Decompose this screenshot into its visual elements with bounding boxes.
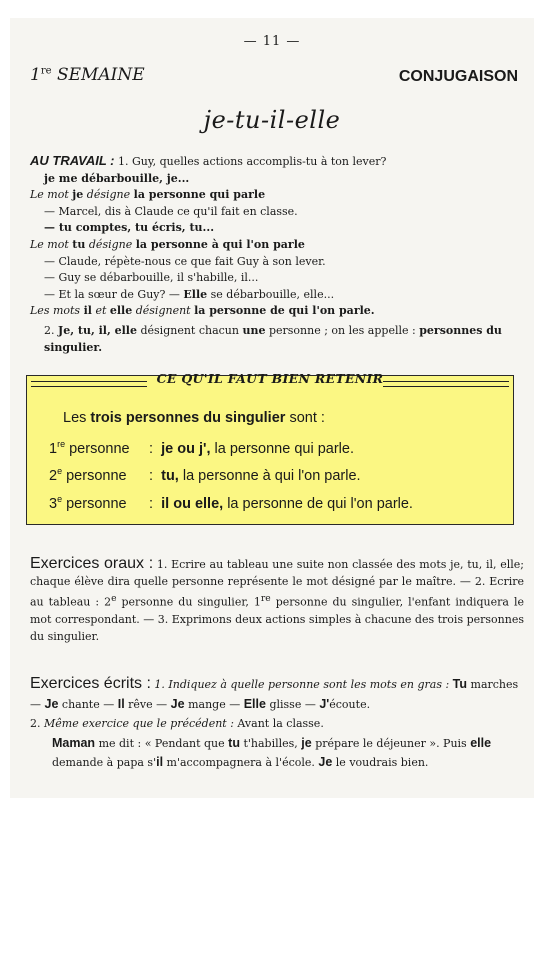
textbook-page [10, 18, 534, 798]
exercices-oraux: Exercices oraux : 1. Ecrire au tableau une suite non classée des mots je, tu, il, elle; chaque élève dira quelle personne représente le mot désigné par le maître. — 2. Ecrire au tableau : 2e personne du singulier, 1re personne du singulier, l'enfant indiquera le mot correspondant. — 3. Exprimons deux actions simples à chacune des trois personnes du singulier. [30, 555, 524, 644]
ecrits-heading: Exercices écrits : [30, 675, 151, 692]
page-number: — 11 — [243, 34, 301, 49]
week-label [30, 65, 145, 85]
dialogue-line: — Et la sœur de Guy? — Elle se débarbouille, elle... [44, 287, 335, 301]
answer-1: je me débarbouille, je... [44, 171, 190, 185]
person-row-2: 2e personne : tu, la personne à qui l'on parle. [49, 466, 361, 484]
subject-label: CONJUGAISON [398, 68, 518, 85]
week-text: SEMAINE [56, 65, 145, 85]
oraux-heading: Exercices oraux : [30, 555, 154, 572]
retenir-heading: CE QU'IL FAUT BIEN RETENIR [156, 371, 384, 386]
retenir-intro: Les trois personnes du singulier sont : [63, 410, 325, 426]
point-2: 2. Je, tu, il, elle désignent chacun une personne ; on les appelle : personnes du singulier. [44, 323, 502, 354]
lesson-title: je-tu-il-elle [203, 106, 341, 134]
retenir-heading-row [27, 370, 513, 388]
heading-rule [383, 381, 509, 387]
au-travail-label: AU TRAVAIL : [30, 153, 115, 168]
week-number: 1 [30, 65, 41, 85]
rule-tu: Le mot tu désigne la personne à qui l'on parle [30, 237, 305, 251]
exercise-2-text: Maman me dit : « Pendant que tu t'habilles, je prépare le déjeuner ». Puis elle demande à papa s'il m'accompagnera à l'école. Je le voudrais bien. [52, 735, 492, 769]
heading-rule [31, 381, 147, 387]
rule-je: Le mot je désigne la personne qui parle [30, 188, 266, 202]
au-travail-section [30, 153, 520, 356]
rule-il-elle: Les mots il et elle désignent la personne de qui l'on parle. [30, 304, 375, 318]
dialogue-line: — Marcel, dis à Claude ce qu'il fait en classe. [44, 204, 298, 218]
week-ordinal: re [40, 65, 52, 77]
exercise-2: 2. Même exercice que le précédent : Avant la classe. [30, 717, 324, 730]
dialogue-line: — tu comptes, tu écris, tu... [44, 221, 215, 235]
exercices-ecrits: Exercices écrits : 1. Indiquez à quelle personne sont les mots en gras : Tu marches — Je chante — Il rêve — Je mange — Elle glisse — J'écoute. 2. Même exercice que le précédent : Avant la classe. Maman me dit : « Pendant que tu t'habilles, je prépare le déjeuner ». Puis elle demande à papa s'il m'accompagnera à l'école. Je le voudrais bien. [30, 674, 524, 773]
dialogue-line: — Guy se débarbouille, il s'habille, il... [44, 271, 259, 285]
person-row-3: 3e personne : il ou elle, la personne de qui l'on parle. [49, 494, 413, 512]
question-1: AU TRAVAIL : 1. Guy, quelles actions accomplis-tu à ton lever? [30, 153, 387, 168]
dialogue-line: — Claude, répète-nous ce que fait Guy à son lever. [44, 254, 326, 268]
person-row-1: 1re personne : je ou j', la personne qui parle. [49, 439, 354, 457]
retenir-box [26, 371, 514, 525]
